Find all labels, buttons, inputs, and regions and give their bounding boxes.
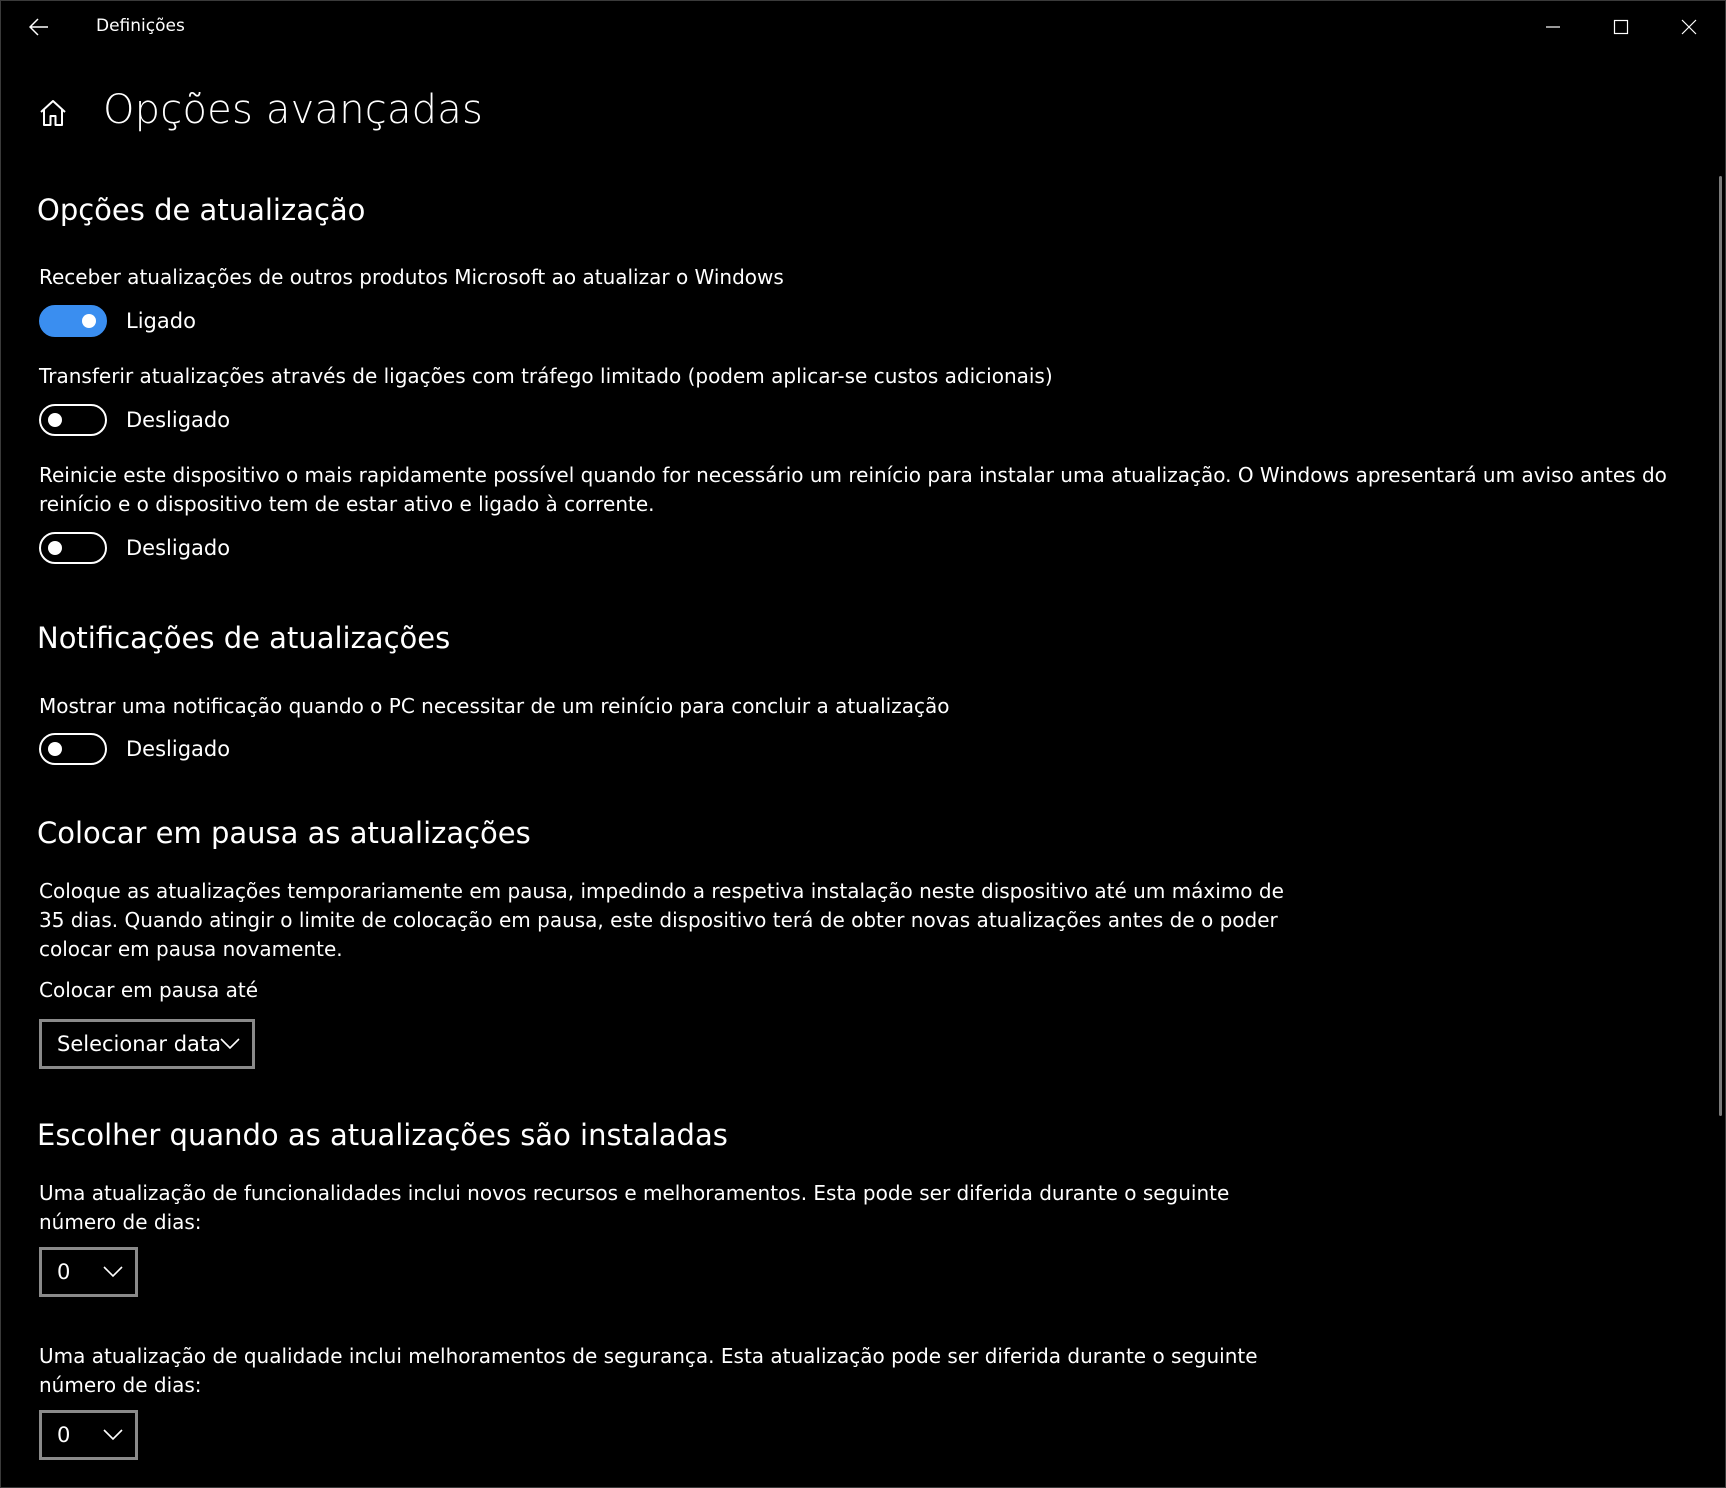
quality-update-description: Uma atualização de qualidade inclui melhoramentos de segurança. Esta atualização pode ser diferida durante o seguinte número de dias:	[39, 1344, 1258, 1397]
close-icon	[1681, 19, 1697, 35]
minimize-icon	[1545, 19, 1561, 35]
setting-label-restart-notification: Mostrar uma notificação quando o PC necessitar de um reinício para concluir a atualização	[39, 694, 950, 718]
page-title: Opções avançadas	[103, 87, 483, 133]
chevron-down-icon	[220, 1036, 240, 1052]
toggle-knob	[48, 541, 62, 555]
toggle-other-products[interactable]	[39, 305, 107, 337]
setting-label-restart: Reinicie este dispositivo o mais rapidamente possível quando for necessário um reinício para instalar uma atualização. O Windows apresentará um aviso antes do reinício e o dispositivo tem de estar ativo e ligado à corrente.	[39, 463, 1667, 516]
toggle-state-label: Desligado	[126, 408, 231, 432]
home-button[interactable]	[35, 91, 71, 135]
toggle-metered[interactable]	[39, 404, 107, 436]
toggle-row-restart-notification	[39, 733, 230, 765]
back-arrow-icon	[29, 18, 49, 36]
toggle-state-label: Desligado	[126, 536, 231, 560]
toggle-restart[interactable]	[39, 532, 107, 564]
setting-label-other-products: Receber atualizações de outros produtos Microsoft ao atualizar o Windows	[39, 265, 784, 289]
dropdown-value: Selecionar data	[57, 1032, 222, 1056]
maximize-icon	[1613, 19, 1629, 35]
section-title-notifications: Notificações de atualizações	[37, 621, 451, 655]
title-bar	[1, 1, 1725, 53]
feature-update-description: Uma atualização de funcionalidades inclui novos recursos e melhoramentos. Esta pode ser diferida durante o seguinte número de dias:	[39, 1181, 1230, 1234]
chevron-down-icon	[103, 1427, 123, 1443]
pause-description: Coloque as atualizações temporariamente em pausa, impedindo a respetiva instalação neste dispositivo até um máximo de 35 dias. Quando atingir o limite de colocação em pausa, este dispositivo terá de obter novas atualizações antes de o poder colocar em pausa novamente.	[39, 879, 1284, 961]
toggle-state-label: Desligado	[126, 737, 231, 761]
home-icon	[38, 98, 68, 128]
setting-label-metered: Transferir atualizações através de ligações com tráfego limitado (podem aplicar-se custos adicionais)	[39, 364, 1053, 388]
dropdown-value: 0	[57, 1260, 71, 1284]
chevron-down-icon	[103, 1264, 123, 1280]
minimize-button[interactable]	[1519, 1, 1587, 53]
quality-update-days-dropdown[interactable]	[39, 1410, 138, 1460]
toggle-row-metered	[39, 404, 230, 436]
section-title-choose-when: Escolher quando as atualizações são instaladas	[37, 1118, 728, 1152]
toggle-knob	[82, 314, 96, 328]
toggle-row-restart	[39, 532, 230, 564]
app-title: Definições	[96, 16, 185, 36]
pause-until-label: Colocar em pausa até	[39, 978, 259, 1002]
section-title-update-options: Opções de atualização	[37, 193, 366, 227]
toggle-knob	[48, 742, 62, 756]
close-button[interactable]	[1655, 1, 1723, 53]
dropdown-value: 0	[57, 1423, 71, 1447]
toggle-knob	[48, 413, 62, 427]
maximize-button[interactable]	[1587, 1, 1655, 53]
toggle-state-label: Ligado	[126, 309, 196, 333]
pause-date-dropdown[interactable]	[39, 1019, 255, 1069]
vertical-scrollbar[interactable]	[1719, 176, 1722, 1116]
back-button[interactable]	[17, 7, 61, 47]
toggle-restart-notification[interactable]	[39, 733, 107, 765]
section-title-pause: Colocar em pausa as atualizações	[37, 816, 531, 850]
feature-update-days-dropdown[interactable]	[39, 1247, 138, 1297]
toggle-row-other-products	[39, 305, 196, 337]
